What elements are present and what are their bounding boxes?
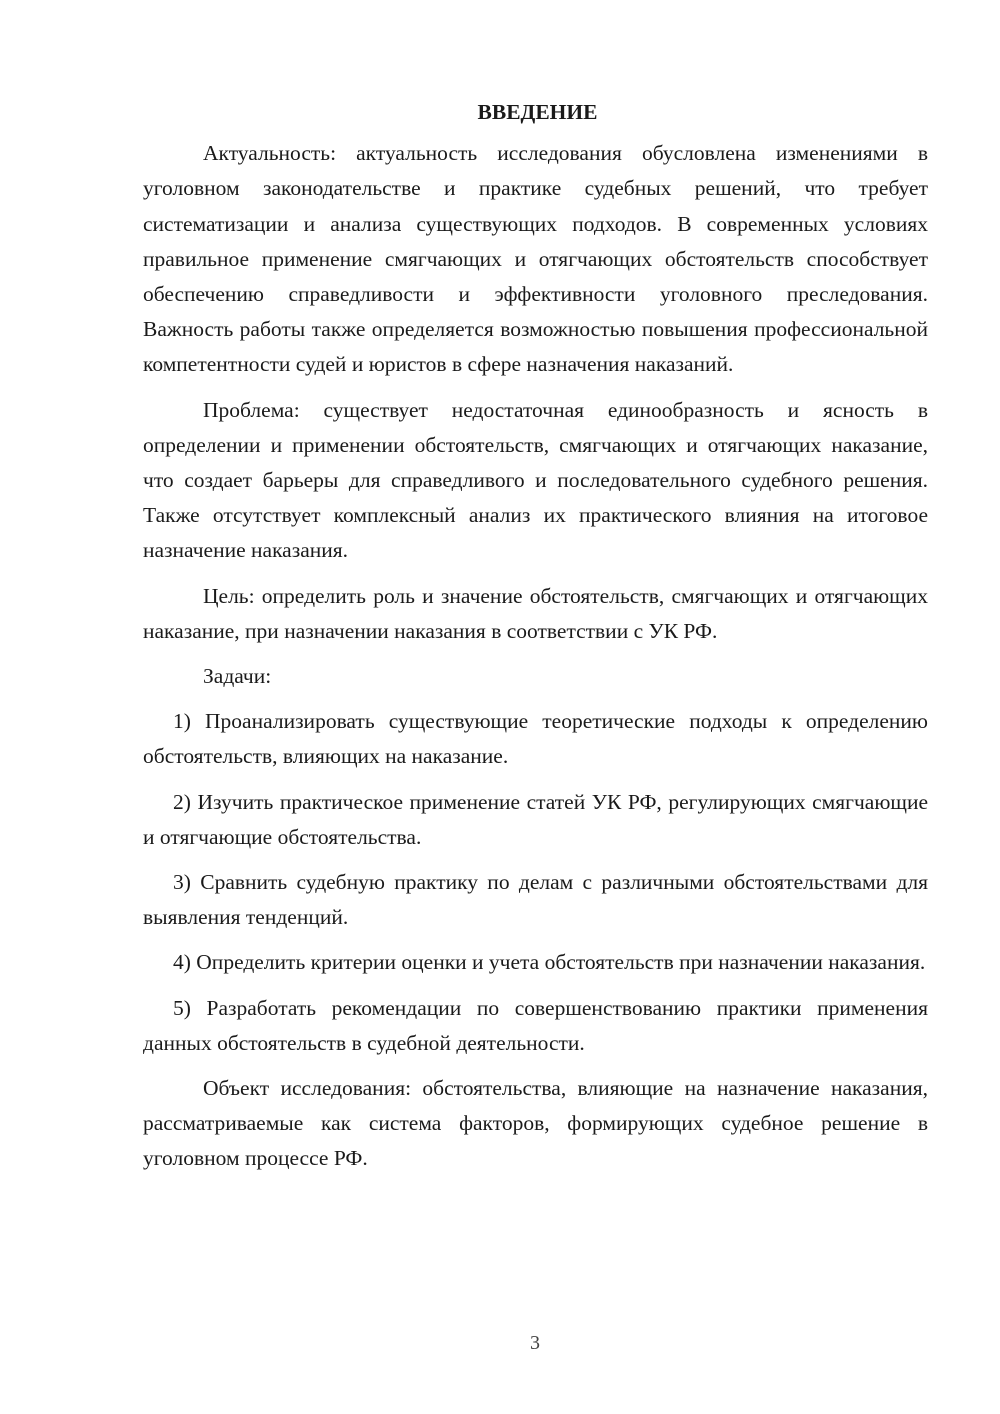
tasks-heading: Задачи:	[203, 664, 272, 689]
task-item-3: 3) Сравнить судебную практику по делам с различными обстоятельствами для выявления тенденций.	[143, 870, 928, 930]
task-item-4: 4) Определить критерии оценки и учета обстоятельств при назначении наказания.	[173, 950, 926, 975]
section-title: ВВЕДЕНИЕ	[477, 100, 598, 124]
goal-paragraph: Цель: определить роль и значение обстоятельств, смягчающих и отягчающих наказание, при назначении наказания в соответствии с УК РФ.	[143, 583, 928, 643]
task-item-1: 1) Проанализировать существующие теоретические подходы к определению обстоятельств, влияющих на наказание.	[143, 709, 928, 769]
relevance-paragraph: Актуальность: актуальность исследования обусловлена изменениями в уголовном законодательстве и практике судебных решений, что требует систематизации и анализа существующих подходов. В современных условиях правильное применение смягчающих и отягчающих обстоятельств способствует обеспечению справедливости и эффективности уголовного преследования. Важность работы также определяется возможностью повышения профессиональной компетентности судей и юристов в сфере назначения наказаний.	[143, 141, 928, 377]
task-item-5: 5) Разработать рекомендации по совершенствованию практики применения данных обстоятельств в судебной деятельности.	[143, 995, 928, 1055]
object-paragraph: Объект исследования: обстоятельства, влияющие на назначение наказания, рассматриваемые как система факторов, формирующих судебное решение в уголовном процессе РФ.	[143, 1076, 928, 1171]
page-number: 3	[530, 1332, 540, 1354]
problem-paragraph: Проблема: существует недостаточная единообразность и ясность в определении и применении обстоятельств, смягчающих и отягчающих наказание, что создает барьеры для справедливого и последовательного судебного решения. Также отсутствует комплексный анализ их практического влияния на итоговое назначение наказания.	[143, 397, 928, 563]
document-page	[143, 95, 928, 1177]
task-item-2: 2) Изучить практическое применение статей УК РФ, регулирующих смягчающие и отягчающие обстоятельства.	[143, 789, 928, 849]
